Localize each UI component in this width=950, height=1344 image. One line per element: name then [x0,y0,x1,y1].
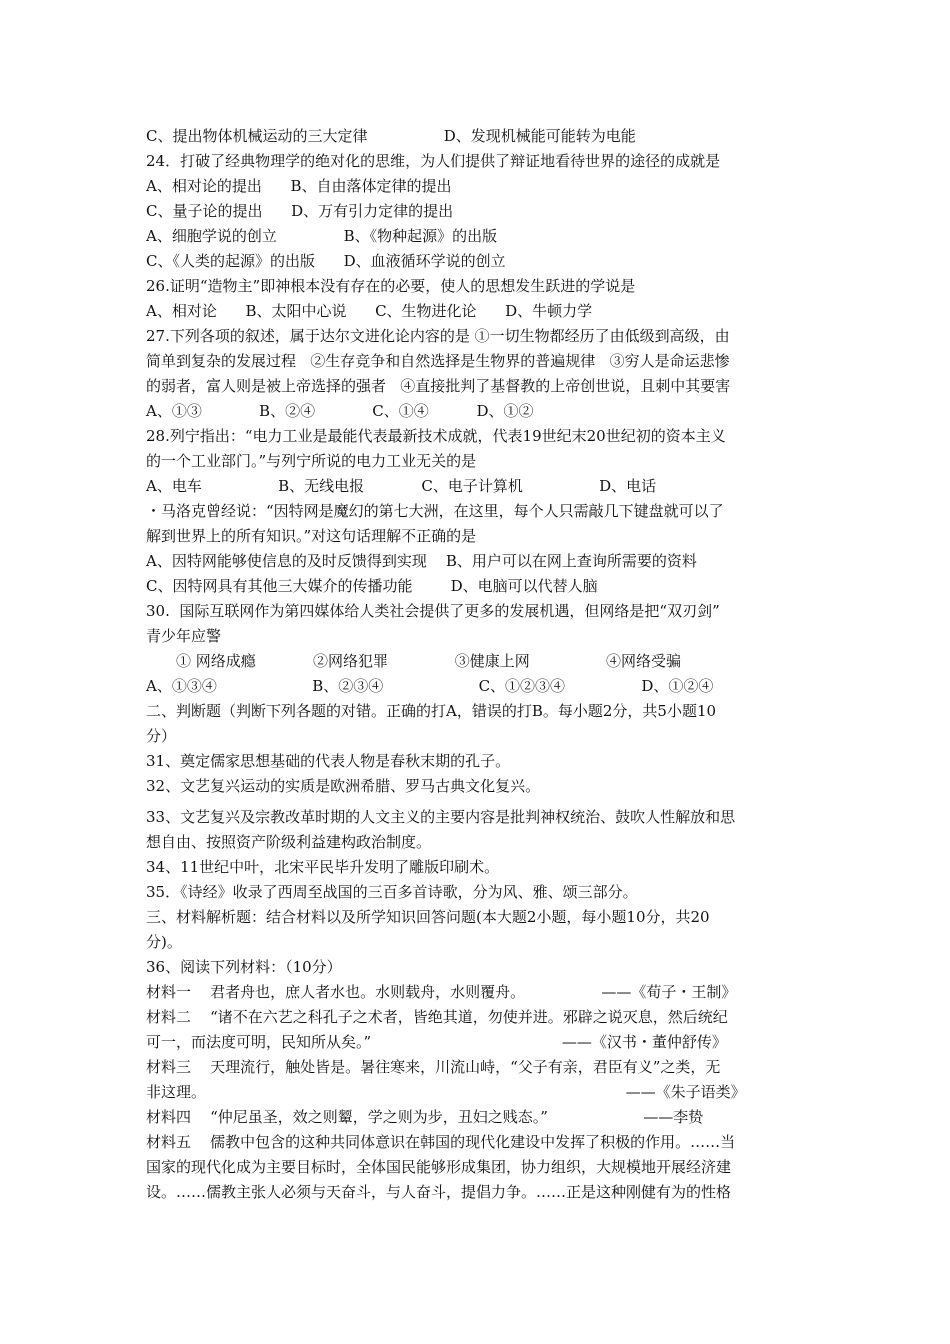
question-32: 32、文艺复兴运动的实质是欧洲希腊、罗马古典文化复兴。 [146,777,541,795]
question-27: 27.下列各项的叙述，属于达尔文进化论内容的是 ①一切生物都经历了由低级到高级，由 [146,327,730,345]
option-line: C、量子论的提出 D、万有引力定律的提出 [146,202,454,220]
material-4: 材料四 “仲尼虽圣，效之则颦，学之则为步，丑妇之贱态。” ——李贽 [146,1108,704,1126]
option-line: A、①③ B、②④ C、①④ D、①② [146,402,534,420]
material-2-text: 可一，而法度可明，民知所从矣。” ——《汉书・董仲舒传》 [146,1033,727,1051]
option-line: A、细胞学说的创立 B、《物种起源》的出版 [146,227,498,245]
material-5-text: 国家的现代化成为主要目标时，全体国民能够形成集团，协力组织，大规模地开展经济建 [146,1158,732,1176]
question-24: 24．打破了经典物理学的绝对化的思维，为人们提供了辩证地看待世界的途径的成就是 [146,152,721,170]
question-29-text: 解到世界上的所有知识。”对这句话理解不正确的是 [146,527,477,545]
question-30-text: 青少年应警 [146,627,222,645]
option-line: A、因特网能够使信息的及时反馈得到实现 B、用户可以在网上查询所需要的资料 [146,552,697,570]
option-line: A、相对论的提出 B、自由落体定律的提出 [146,177,452,195]
material-3: 材料三 天理流行，触处皆是。暑往寒来，川流山峙，“父子有亲，君臣有义”之类，无 [146,1058,721,1076]
question-26: 26.证明“造物主”即神根本没有存在的必要，使人的思想发生跃进的学说是 [146,277,636,295]
material-1: 材料一 君者舟也，庶人者水也。水则载舟，水则覆舟。 ——《荀子・王制》 [146,983,737,1001]
section-3-heading: 三、材料解析题：结合材料以及所学知识回答问题(本大题2小题，每小题10分，共20 [146,908,710,926]
option-line: C、《人类的起源》的出版 D、血液循环学说的创立 [146,252,506,270]
question-27-text: 简单到复杂的发展过程 ②生存竞争和自然选择是生物界的普遍规律 ③穷人是命运悲惨 [146,352,730,370]
question-28: 28.列宁指出：“电力工业是最能代表最新技术成就，代表19世纪末20世纪初的资本主义 [146,427,726,445]
material-5: 材料五 儒教中包含的这种共同体意识在韩国的现代化建设中发挥了积极的作用。……当 [146,1133,736,1151]
option-line: A、相对论 B、太阳中心说 C、生物进化论 D、牛顿力学 [146,302,593,320]
section-2-heading-cont: 分） [146,727,177,745]
question-29: ・马洛克曾经说：“因特网是魔幻的第七大洲，在这里，每个人只需敲几下键盘就可以了 [146,502,724,520]
statement-list: ① 网络成瘾 ②网络犯罪 ③健康上网 ④网络受骗 [176,652,682,670]
question-36: 36、阅读下列材料：（10分） [146,958,342,976]
question-31: 31、奠定儒家思想基础的代表人物是春秋末期的孔子。 [146,752,511,770]
option-line: C、因特网具有其他三大媒介的传播功能 D、电脑可以代替人脑 [146,577,598,595]
question-33-text: 想自由、按照资产阶级利益建构政治制度。 [146,833,432,851]
option-line: C、提出物体机械运动的三大定律 D、发现机械能可能转为电能 [146,127,636,145]
question-28-text: 的一个工业部门。”与列宁所说的电力工业无关的是 [146,452,477,470]
material-2: 材料二 “诸不在六艺之科孔子之术者，皆绝其道，勿使并进。邪辟之说灭息，然后统纪 [146,1008,728,1026]
exam-page [146,124,818,1205]
material-5-text: 设。……儒教主张人必须与天奋斗，与人奋斗，提倡力争。……正是这种刚健有为的性格 [146,1183,732,1201]
option-line: A、①③④ B、②③④ C、①②③④ D、①②④ [146,677,714,695]
section-3-heading-cont: 分)。 [146,933,182,951]
question-34: 34、11世纪中叶，北宋平民毕升发明了雕版印刷术。 [146,858,500,876]
section-2-heading: 二、判断题（判断下列各题的对错。正确的打A，错误的打B。每小题2分，共5小题10 [146,702,717,720]
material-3-text: 非这理。 ——《朱子语类》 [146,1083,746,1101]
question-30: 30. 国际互联网作为第四媒体给人类社会提供了更多的发展机遇，但网络是把“双刃剑” [146,602,720,620]
option-line: A、电车 B、无线电报 C、电子计算机 D、电话 [146,477,657,495]
question-27-text: 的弱者，富人则是被上帝选择的强者 ④直接批判了基督教的上帝创世说，且刺中其要害 [146,377,731,395]
question-35: 35．《诗经》收录了西周至战国的三百多首诗歌，分为风、雅、颂三部分。 [146,883,638,901]
question-33: 33、文艺复兴及宗教改革时期的人文主义的主要内容是批判神权统治、鼓吹人性解放和思 [146,808,736,826]
